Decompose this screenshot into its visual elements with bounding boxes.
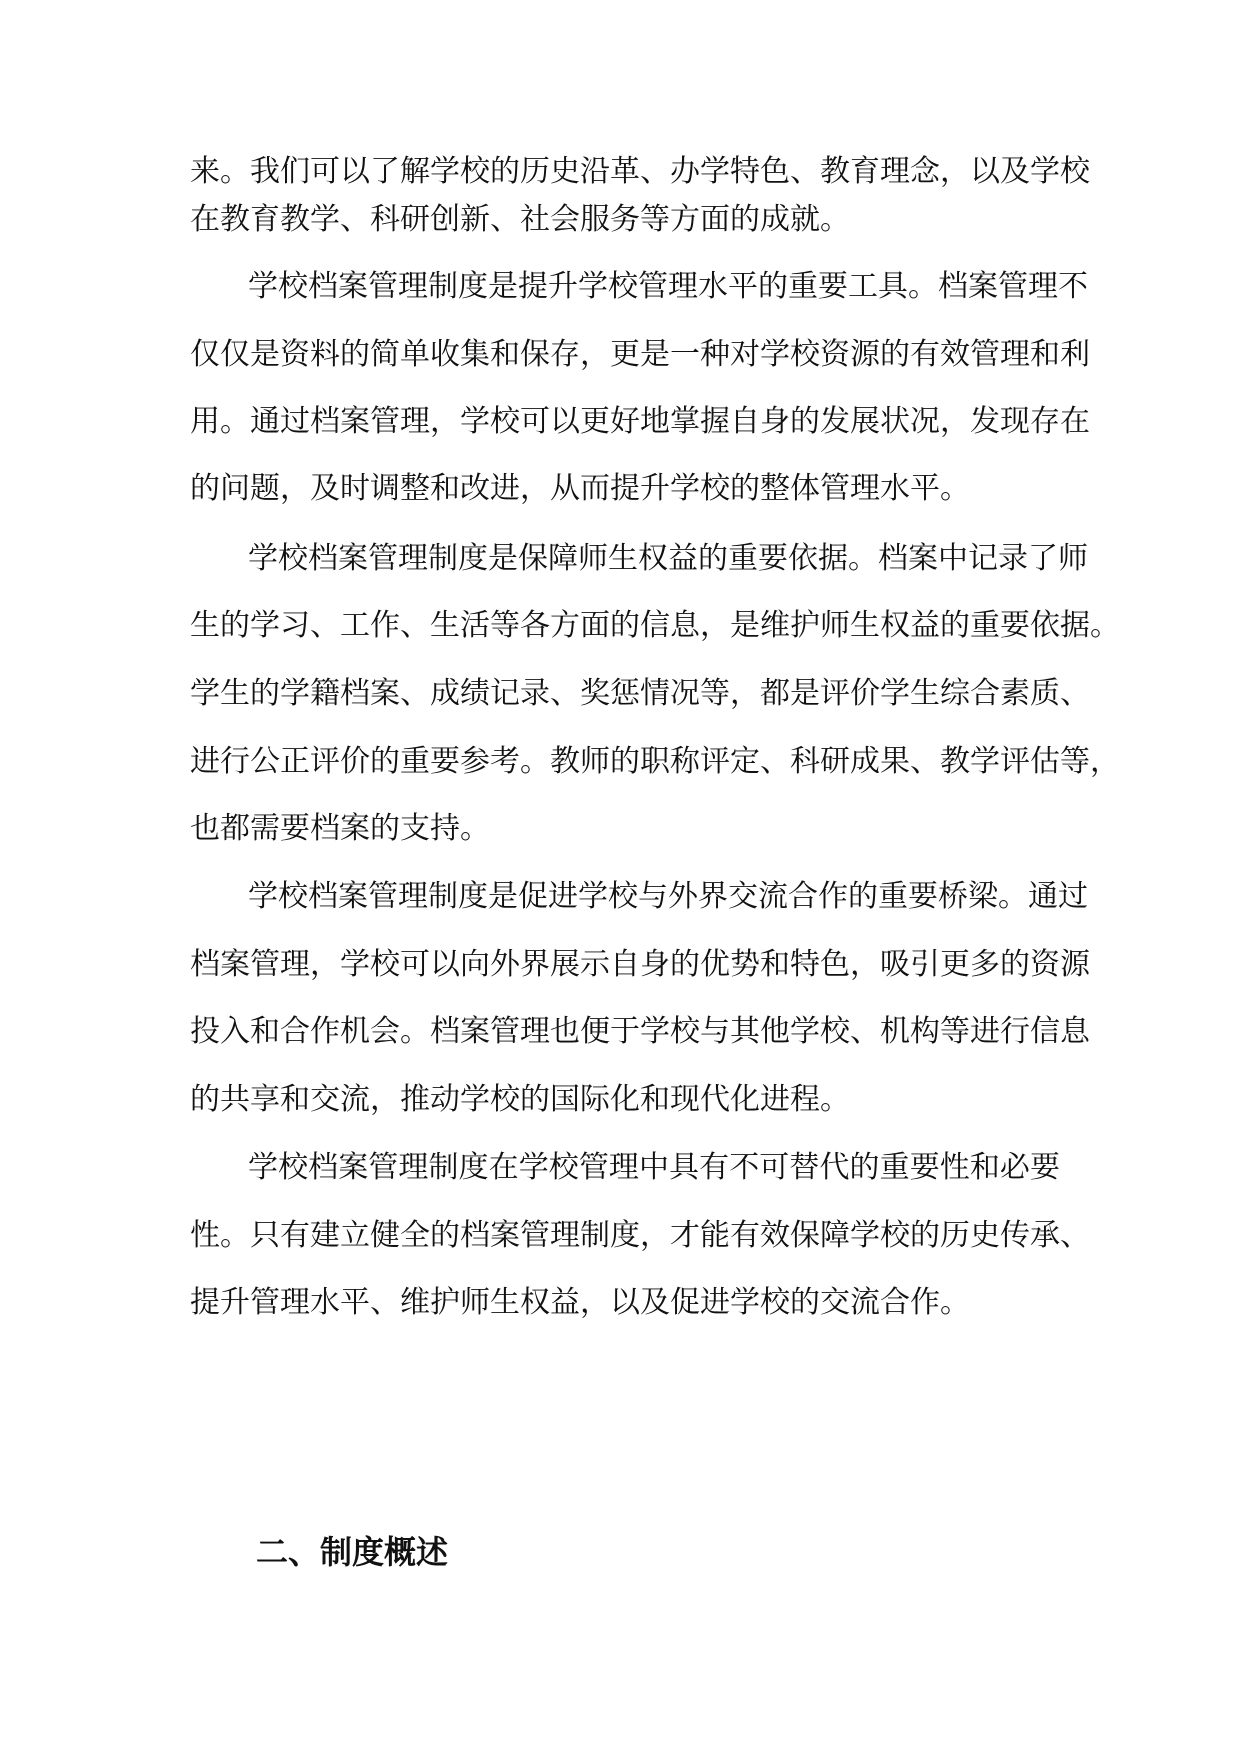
text-line: 档案管理，学校可以向外界展示自身的优势和特色，吸引更多的资源 (190, 947, 1090, 982)
text-line: 进行公正评价的重要参考。教师的职称评定、科研成果、教学评估等， (190, 744, 1120, 779)
text-line: 提升管理水平、维护师生权益，以及促进学校的交流合作。 (190, 1285, 970, 1320)
text-line: 学生的学籍档案、成绩记录、奖惩情况等，都是评价学生综合素质、 (190, 676, 1090, 711)
section-heading: 二、制度概述 (256, 1533, 449, 1571)
text-line: 的共享和交流，推动学校的国际化和现代化进程。 (190, 1082, 850, 1117)
paragraph-first-line: 学校档案管理制度是促进学校与外界交流合作的重要桥梁。通过 (248, 879, 1088, 914)
text-line: 在教育教学、科研创新、社会服务等方面的成就。 (190, 202, 850, 237)
text-line: 投入和合作机会。档案管理也便于学校与其他学校、机构等进行信息 (190, 1014, 1090, 1049)
text-line: 用。通过档案管理，学校可以更好地掌握自身的发展状况，发现存在 (190, 404, 1090, 439)
text-line: 也都需要档案的支持。 (190, 811, 490, 846)
paragraph-first-line: 学校档案管理制度是保障师生权益的重要依据。档案中记录了师 (248, 541, 1088, 576)
text-line: 仅仅是资料的简单收集和保存，更是一种对学校资源的有效管理和利 (190, 337, 1090, 372)
paragraph-first-line: 学校档案管理制度在学校管理中具有不可替代的重要性和必要 (248, 1150, 1060, 1185)
paragraph-first-line: 学校档案管理制度是提升学校管理水平的重要工具。档案管理不 (248, 269, 1088, 304)
text-line: 生的学习、工作、生活等各方面的信息，是维护师生权益的重要依据。 (190, 608, 1120, 643)
text-line: 来。我们可以了解学校的历史沿革、办学特色、教育理念，以及学校 (190, 154, 1090, 189)
text-line: 性。只有建立健全的档案管理制度，才能有效保障学校的历史传承、 (190, 1218, 1090, 1253)
text-line: 的问题，及时调整和改进，从而提升学校的整体管理水平。 (190, 471, 970, 506)
